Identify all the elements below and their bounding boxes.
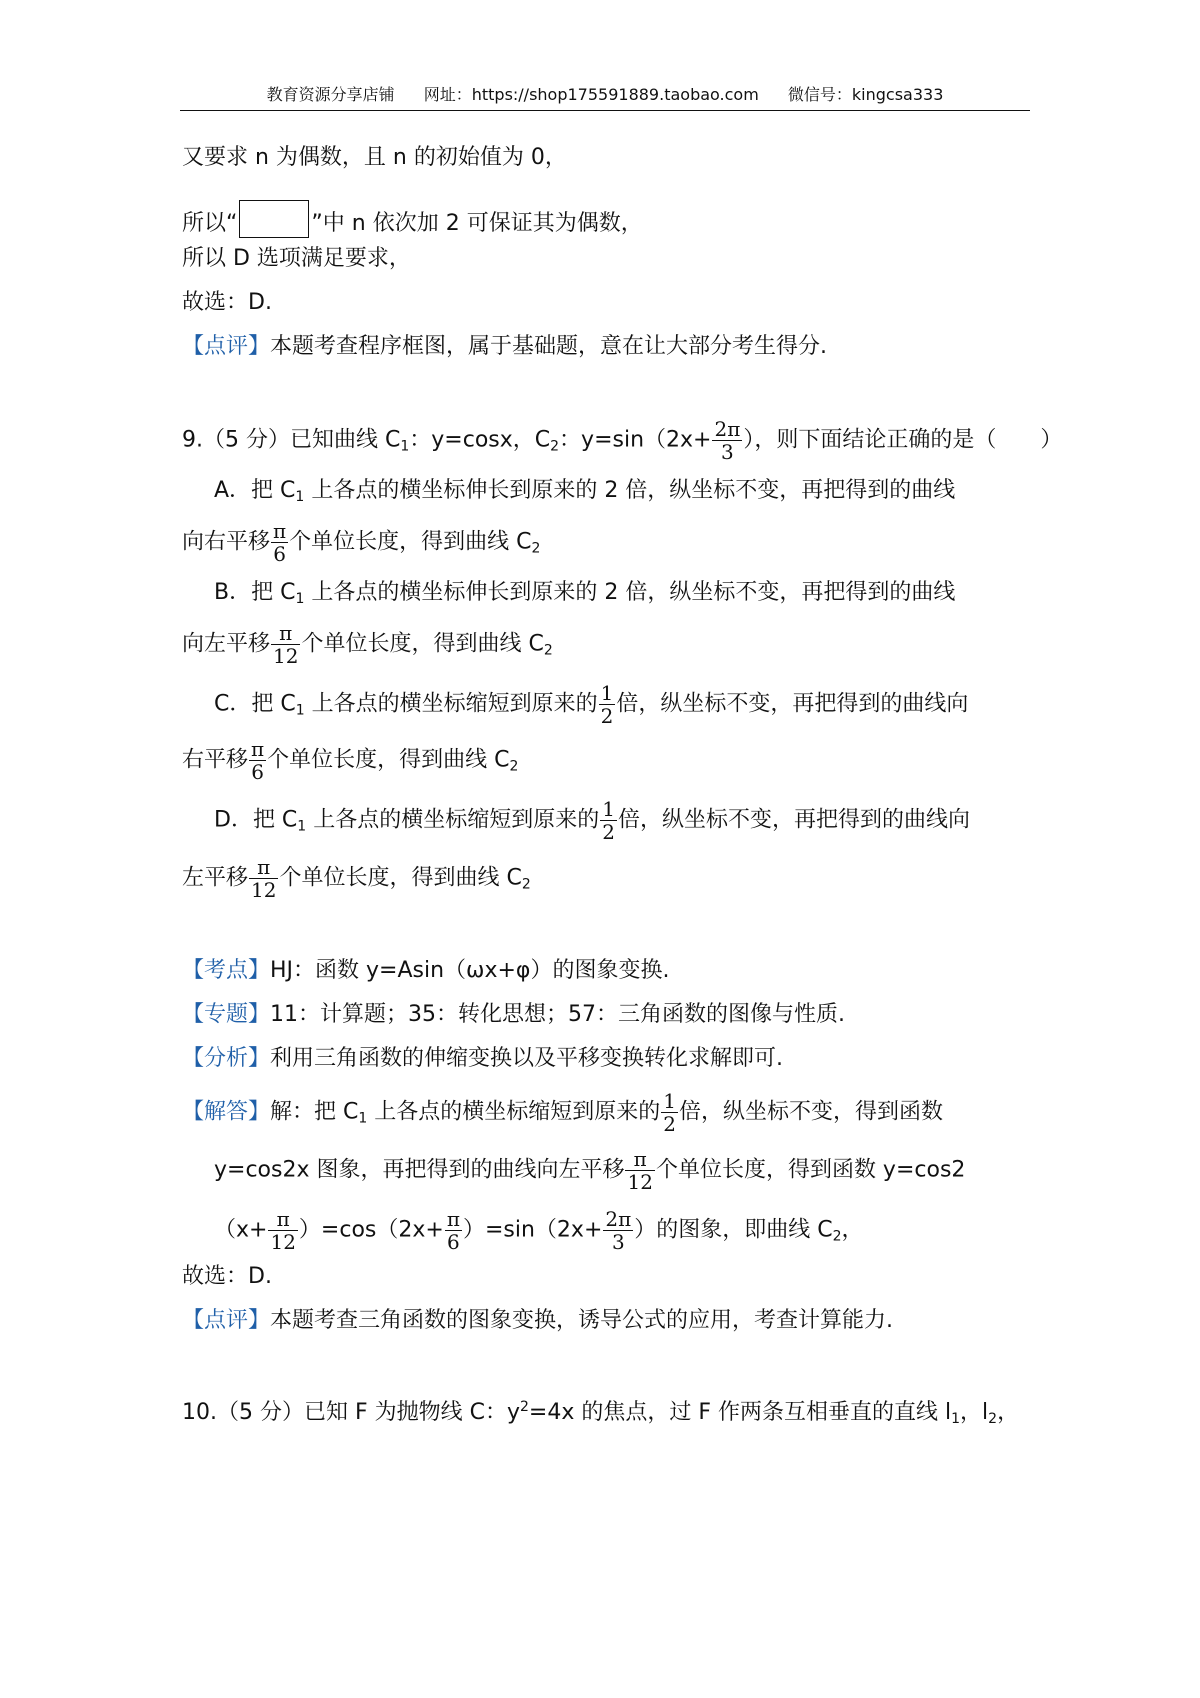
review-tag: 【点评】 xyxy=(182,334,271,359)
jieda-line-2: y=cos2x 图象，再把得到的曲线向左平移 $\frac{\pi}{12}$ 个单位长度，得到函数 y=cos2 xyxy=(214,1147,966,1194)
fraction: $\frac{1}{2}$ xyxy=(600,681,614,728)
fraction: $\frac{\pi}{12}$ xyxy=(627,1147,653,1194)
jieda-line-1: 【解答】解：把 $C_1$ 上各点的横坐标缩短到原来的 $\frac{1}{2}$ 倍，纵坐标不变，得到函数 xyxy=(182,1089,944,1136)
fraction: $\frac{1}{2}$ xyxy=(602,797,615,844)
fraction: $\frac{\pi}{6}$ xyxy=(446,1207,460,1254)
header-site: 网址：https://shop175591889.taobao.com xyxy=(423,85,759,104)
prev-line-3: 所以 D 选项满足要求， xyxy=(182,246,411,271)
prev-review: 【点评】本题考查程序框图，属于基础题，意在让大部分考生得分. xyxy=(182,334,828,359)
jieda-choose: 故选：D. xyxy=(182,1264,272,1289)
prev-line-1: 又要求 n 为偶数，且 n 的初始值为 0， xyxy=(182,145,567,170)
kaodian-tag: 【考点】 xyxy=(182,958,271,983)
header-rule xyxy=(180,110,1030,111)
kaodian-line: 【考点】HJ：函数 y=Asin（ωx+φ）的图象变换. xyxy=(182,958,670,983)
blank-box xyxy=(239,200,309,238)
header-wechat: 微信号：kingcsa333 xyxy=(787,85,944,104)
jieda-line-3: （x+ $\frac{\pi}{12}$ ）=cos（2x+ $\frac{\pi}{6}$ ）=sin（2x+ $\frac{2\pi}{3}$ ）的图象，即曲线 $C_2$， xyxy=(214,1207,864,1254)
fraction: $\frac{\pi}{6}$ xyxy=(273,519,287,566)
q9-stem: 9.（5 分）已知曲线 $C_1$：y=cosx，$C_2$：y=sin（2x+ $\frac{2\pi}{3}$ ），则下面结论正确的是（ ） xyxy=(182,417,1063,464)
fraction: $\frac{\pi}{6}$ xyxy=(251,737,265,784)
fenxi-line: 【分析】利用三角函数的伸缩变换以及平移变换转化求解即可. xyxy=(182,1046,784,1071)
zhuanti-tag: 【专题】 xyxy=(182,1002,271,1027)
option-c-line-2: 右平移 $\frac{\pi}{6}$ 个单位长度，得到曲线 $C_2$ xyxy=(182,737,519,784)
jieda-tag: 【解答】 xyxy=(182,1099,271,1125)
fenxi-tag: 【分析】 xyxy=(182,1046,271,1071)
option-b-line-2: 向左平移 $\frac{\pi}{12}$ 个单位长度，得到曲线 $C_2$ xyxy=(182,621,553,668)
fraction: $\frac{2\pi}{3}$ xyxy=(605,1207,632,1254)
fraction: $\frac{1}{2}$ xyxy=(663,1089,677,1136)
dianping-tag: 【点评】 xyxy=(182,1308,271,1333)
fraction: $\frac{2\pi}{3}$ xyxy=(714,417,741,464)
zhuanti-line: 【专题】11：计算题；35：转化思想；57：三角函数的图像与性质. xyxy=(182,1002,845,1027)
fraction: $\frac{\pi}{12}$ xyxy=(251,855,277,902)
option-a-line-1: A．把 $C_1$ 上各点的横坐标伸长到原来的 2 倍，纵坐标不变，再把得到的曲线 xyxy=(214,478,956,505)
fraction: $\frac{\pi}{12}$ xyxy=(273,621,299,668)
header-shop: 教育资源分享店铺 xyxy=(266,85,395,104)
option-c-line-1: C．把 $C_1$ 上各点的横坐标缩短到原来的 $\frac{1}{2}$ 倍，纵坐标不变，再把得到的曲线向 xyxy=(214,681,969,728)
page-header xyxy=(180,84,1030,106)
prev-line-2: 所以“ ”中 n 依次加 2 可保证其为偶数， xyxy=(182,200,643,239)
fraction: $\frac{\pi}{12}$ xyxy=(270,1207,296,1254)
option-d-line-1: D．把 $C_1$ 上各点的横坐标缩短到原来的 $\frac{1}{2}$ 倍，纵坐标不变，再把得到的曲线向 xyxy=(214,797,970,844)
dianping-line: 【点评】本题考查三角函数的图象变换，诱导公式的应用，考查计算能力. xyxy=(182,1308,894,1333)
option-d-line-2: 左平移 $\frac{\pi}{12}$ 个单位长度，得到曲线 $C_2$ xyxy=(182,855,531,902)
option-b-line-1: B．把 $C_1$ 上各点的横坐标伸长到原来的 2 倍，纵坐标不变，再把得到的曲线 xyxy=(214,580,956,607)
option-a-line-2: 向右平移 $\frac{\pi}{6}$ 个单位长度，得到曲线 $C_2$ xyxy=(182,519,541,566)
prev-line-4: 故选：D. xyxy=(182,290,272,315)
q10-stem: 10.（5 分）已知 F 为抛物线 C：$y^2=4x$ 的焦点，过 F 作两条互相垂直的直线 $l_1$，$l_2$， xyxy=(182,1399,1020,1427)
